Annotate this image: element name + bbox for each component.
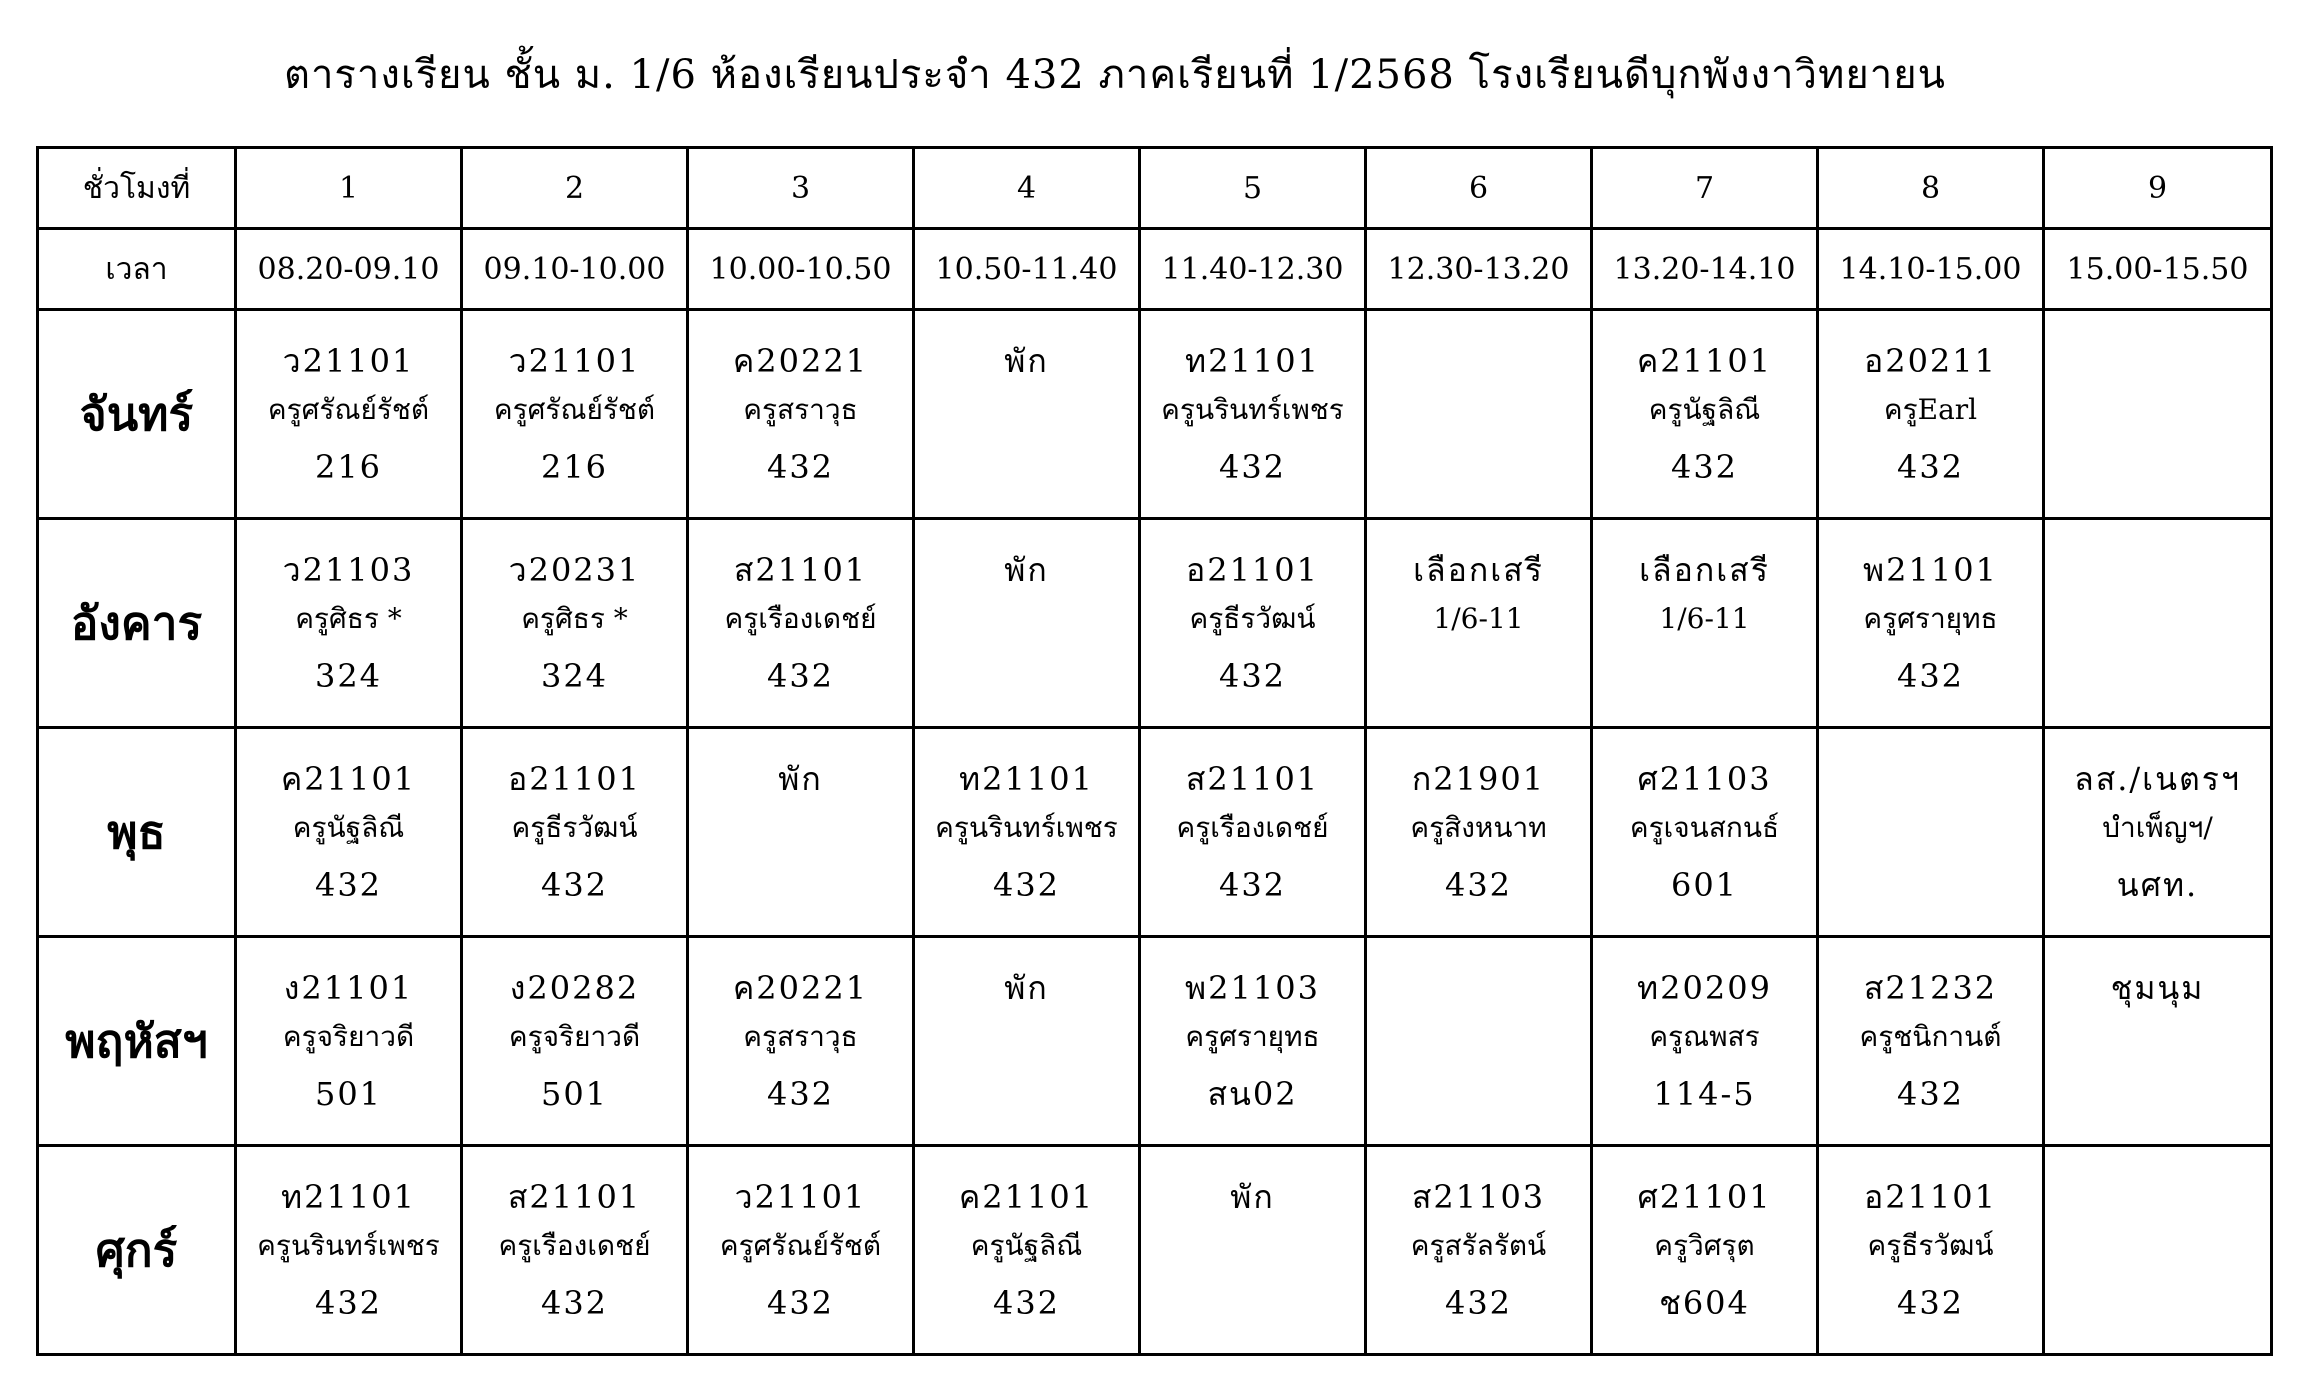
subject-code: ส21232 — [1863, 969, 1998, 1007]
subject-code: ส21103 — [1411, 1178, 1546, 1216]
period-time: 14.10-15.00 — [1818, 229, 2044, 310]
teacher-name: ครูนัฐลิณี — [292, 811, 405, 844]
class-cell — [236, 1146, 462, 1355]
day-name: พฤหัสฯ — [38, 937, 236, 1146]
teacher-name: ครูสรัลรัตน์ — [1410, 1229, 1547, 1262]
teacher-name: บำเพ็ญฯ/ — [2102, 811, 2213, 844]
teacher-name: ครูศรายุทธ — [1185, 1020, 1320, 1053]
subject-code: ง20282 — [509, 969, 640, 1007]
class-cell — [1366, 519, 1592, 728]
subject-code: ส21101 — [733, 551, 868, 589]
subject-code: พัก — [1004, 551, 1049, 589]
room-number: นศท. — [2116, 866, 2199, 904]
period-time: 10.50-11.40 — [914, 229, 1140, 310]
room-number: 432 — [766, 1075, 835, 1113]
subject-code: ง21101 — [283, 969, 414, 1007]
teacher-name: ครูธีรวัฒน์ — [1189, 602, 1316, 635]
subject-code: ค21101 — [280, 760, 417, 798]
class-cell — [1818, 310, 2044, 519]
teacher-name: ครูนรินทร์เพชร — [257, 1229, 440, 1262]
class-cell — [1366, 310, 1592, 519]
period-number: 7 — [1592, 148, 1818, 229]
period-number: 4 — [914, 148, 1140, 229]
period-time: 12.30-13.20 — [1366, 229, 1592, 310]
room-number: 432 — [1444, 1284, 1513, 1322]
class-cell — [462, 519, 688, 728]
class-cell — [462, 937, 688, 1146]
teacher-name: 1/6-11 — [1433, 602, 1524, 635]
room-number: สน02 — [1207, 1075, 1298, 1113]
subject-code: ท21101 — [959, 760, 1094, 798]
teacher-name: ครูนรินทร์เพชร — [1161, 393, 1344, 426]
class-cell — [1366, 728, 1592, 937]
teacher-name: ครูสิงหนาท — [1410, 811, 1547, 844]
teacher-name: ครูศรายุทธ — [1863, 602, 1998, 635]
class-cell — [1140, 310, 1366, 519]
day-name: ศุกร์ — [38, 1146, 236, 1355]
room-number: 216 — [314, 448, 383, 486]
room-number: 324 — [314, 657, 383, 695]
class-cell — [688, 310, 914, 519]
room-number: 601 — [1670, 866, 1739, 904]
teacher-name: ครูศรัณย์รัชต์ — [719, 1229, 882, 1262]
subject-code: อ21101 — [1185, 551, 1319, 589]
subject-code: ท20209 — [1637, 969, 1772, 1007]
class-cell — [2044, 1146, 2272, 1355]
room-number: 432 — [1896, 1075, 1965, 1113]
class-cell — [1818, 1146, 2044, 1355]
class-cell — [1818, 519, 2044, 728]
subject-code: พ21101 — [1863, 551, 1998, 589]
subject-code: พัก — [1230, 1178, 1275, 1216]
room-number: 432 — [1896, 448, 1965, 486]
class-cell — [1140, 728, 1366, 937]
class-cell — [2044, 937, 2272, 1146]
teacher-name: ครูจริยาวดี — [282, 1020, 415, 1053]
room-number: 114-5 — [1653, 1075, 1756, 1113]
class-cell — [1140, 937, 1366, 1146]
day-name: พุธ — [38, 728, 236, 937]
day-row — [38, 1146, 2272, 1355]
class-cell — [914, 1146, 1140, 1355]
subject-code: ลส./เนตรฯ — [2074, 760, 2241, 798]
time-label: เวลา — [38, 229, 236, 310]
period-header-row — [38, 148, 2272, 229]
room-number: 432 — [1218, 657, 1287, 695]
class-cell — [1140, 519, 1366, 728]
subject-code: ว21103 — [282, 551, 415, 589]
room-number: ช604 — [1659, 1284, 1750, 1322]
room-number: 432 — [314, 866, 383, 904]
day-name: จันทร์ — [38, 310, 236, 519]
subject-code: ค20221 — [732, 969, 869, 1007]
class-cell — [236, 728, 462, 937]
teacher-name: ครูธีรวัฒน์ — [1867, 1229, 1994, 1262]
class-cell — [1366, 937, 1592, 1146]
teacher-name: ครูนัฐลิณี — [1648, 393, 1761, 426]
day-name: อังคาร — [38, 519, 236, 728]
room-number: 432 — [766, 1284, 835, 1322]
subject-code: ว20231 — [508, 551, 641, 589]
period-label: ชั่วโมงที่ — [38, 148, 236, 229]
teacher-name: 1/6-11 — [1659, 602, 1750, 635]
class-cell — [914, 519, 1140, 728]
period-number: 3 — [688, 148, 914, 229]
room-number: 432 — [1896, 657, 1965, 695]
subject-code: อ21101 — [1863, 1178, 1997, 1216]
class-cell — [1818, 937, 2044, 1146]
subject-code: เลือกเสรี — [1413, 551, 1544, 589]
day-row — [38, 728, 2272, 937]
period-time: 10.00-10.50 — [688, 229, 914, 310]
class-cell — [1592, 937, 1818, 1146]
teacher-name: ครูเรืองเดชย์ — [498, 1229, 651, 1262]
period-time: 15.00-15.50 — [2044, 229, 2272, 310]
room-number: 501 — [314, 1075, 383, 1113]
subject-code: ว21101 — [282, 342, 415, 380]
subject-code: ศ21101 — [1637, 1178, 1772, 1216]
teacher-name: ครูวิศรุต — [1654, 1229, 1755, 1262]
room-number: 432 — [1218, 448, 1287, 486]
subject-code: พัก — [1004, 342, 1049, 380]
teacher-name: ครูศรัณย์รัชต์ — [267, 393, 430, 426]
class-cell — [914, 310, 1140, 519]
teacher-name: ครูชนิกานต์ — [1859, 1020, 2002, 1053]
period-number: 9 — [2044, 148, 2272, 229]
teacher-name: ครูสราวุธ — [743, 393, 858, 426]
class-cell — [914, 728, 1140, 937]
room-number: 432 — [540, 866, 609, 904]
period-number: 2 — [462, 148, 688, 229]
period-number: 1 — [236, 148, 462, 229]
subject-code: ค21101 — [1636, 342, 1773, 380]
room-number: 432 — [992, 866, 1061, 904]
class-cell — [236, 310, 462, 519]
class-cell — [462, 1146, 688, 1355]
room-number: 432 — [1670, 448, 1739, 486]
room-number: 432 — [540, 1284, 609, 1322]
subject-code: ก21901 — [1411, 760, 1546, 798]
teacher-name: ครูศรัณย์รัชต์ — [493, 393, 656, 426]
subject-code: ส21101 — [507, 1178, 642, 1216]
teacher-name: ครูเรืองเดชย์ — [1176, 811, 1329, 844]
period-time: 09.10-10.00 — [462, 229, 688, 310]
period-number: 5 — [1140, 148, 1366, 229]
day-row — [38, 519, 2272, 728]
class-cell — [688, 937, 914, 1146]
class-cell — [2044, 519, 2272, 728]
class-cell — [2044, 728, 2272, 937]
subject-code: เลือกเสรี — [1639, 551, 1770, 589]
room-number: 432 — [1444, 866, 1513, 904]
room-number: 432 — [314, 1284, 383, 1322]
room-number: 432 — [1218, 866, 1287, 904]
room-number: 432 — [992, 1284, 1061, 1322]
room-number: 501 — [540, 1075, 609, 1113]
timetable — [36, 146, 2273, 1356]
subject-code: อ21101 — [507, 760, 641, 798]
room-number: 432 — [766, 448, 835, 486]
teacher-name: ครูนรินทร์เพชร — [935, 811, 1118, 844]
day-row — [38, 937, 2272, 1146]
class-cell — [1592, 728, 1818, 937]
teacher-name: ครูจริยาวดี — [508, 1020, 641, 1053]
teacher-name: ครูณพสร — [1649, 1020, 1760, 1053]
subject-code: ค21101 — [958, 1178, 1095, 1216]
subject-code: พัก — [778, 760, 823, 798]
class-cell — [688, 728, 914, 937]
period-number: 6 — [1366, 148, 1592, 229]
subject-code: อ20211 — [1863, 342, 1997, 380]
page-title: ตารางเรียน ชั้น ม. 1/6 ห้องเรียนประจำ 432 ภาคเรียนที่ 1/2568 โรงเรียนดีบุกพังงาวิทยายน — [283, 52, 1947, 98]
class-cell — [1592, 1146, 1818, 1355]
room-number: 216 — [540, 448, 609, 486]
class-cell — [1592, 310, 1818, 519]
class-cell — [462, 310, 688, 519]
teacher-name: ครูศิธร * — [521, 602, 628, 635]
subject-code: ว21101 — [508, 342, 641, 380]
teacher-name: ครูนัฐลิณี — [970, 1229, 1083, 1262]
room-number: 432 — [1896, 1284, 1965, 1322]
teacher-name: ครูสราวุธ — [743, 1020, 858, 1053]
teacher-name: ครูธีรวัฒน์ — [511, 811, 638, 844]
room-number: 324 — [540, 657, 609, 695]
period-time: 13.20-14.10 — [1592, 229, 1818, 310]
room-number: 432 — [766, 657, 835, 695]
teacher-name: ครูเรืองเดชย์ — [724, 602, 877, 635]
class-cell — [688, 1146, 914, 1355]
subject-code: พ21103 — [1185, 969, 1320, 1007]
subject-code: ค20221 — [732, 342, 869, 380]
subject-code: ชุมนุม — [2110, 969, 2205, 1007]
subject-code: ศ21103 — [1637, 760, 1772, 798]
period-number: 8 — [1818, 148, 2044, 229]
period-time: 08.20-09.10 — [236, 229, 462, 310]
class-cell — [2044, 310, 2272, 519]
class-cell — [462, 728, 688, 937]
class-cell — [1140, 1146, 1366, 1355]
subject-code: ส21101 — [1185, 760, 1320, 798]
class-cell — [236, 519, 462, 728]
subject-code: ท21101 — [281, 1178, 416, 1216]
teacher-name: ครูเจนสกนธ์ — [1629, 811, 1780, 844]
day-row — [38, 310, 2272, 519]
subject-code: พัก — [1004, 969, 1049, 1007]
class-cell — [688, 519, 914, 728]
period-time: 11.40-12.30 — [1140, 229, 1366, 310]
class-cell — [914, 937, 1140, 1146]
class-cell — [1592, 519, 1818, 728]
class-cell — [1366, 1146, 1592, 1355]
subject-code: ท21101 — [1185, 342, 1320, 380]
class-cell — [236, 937, 462, 1146]
time-header-row — [38, 229, 2272, 310]
subject-code: ว21101 — [734, 1178, 867, 1216]
class-cell — [1818, 728, 2044, 937]
teacher-name: ครูEarl — [1883, 393, 1978, 426]
teacher-name: ครูศิธร * — [295, 602, 402, 635]
